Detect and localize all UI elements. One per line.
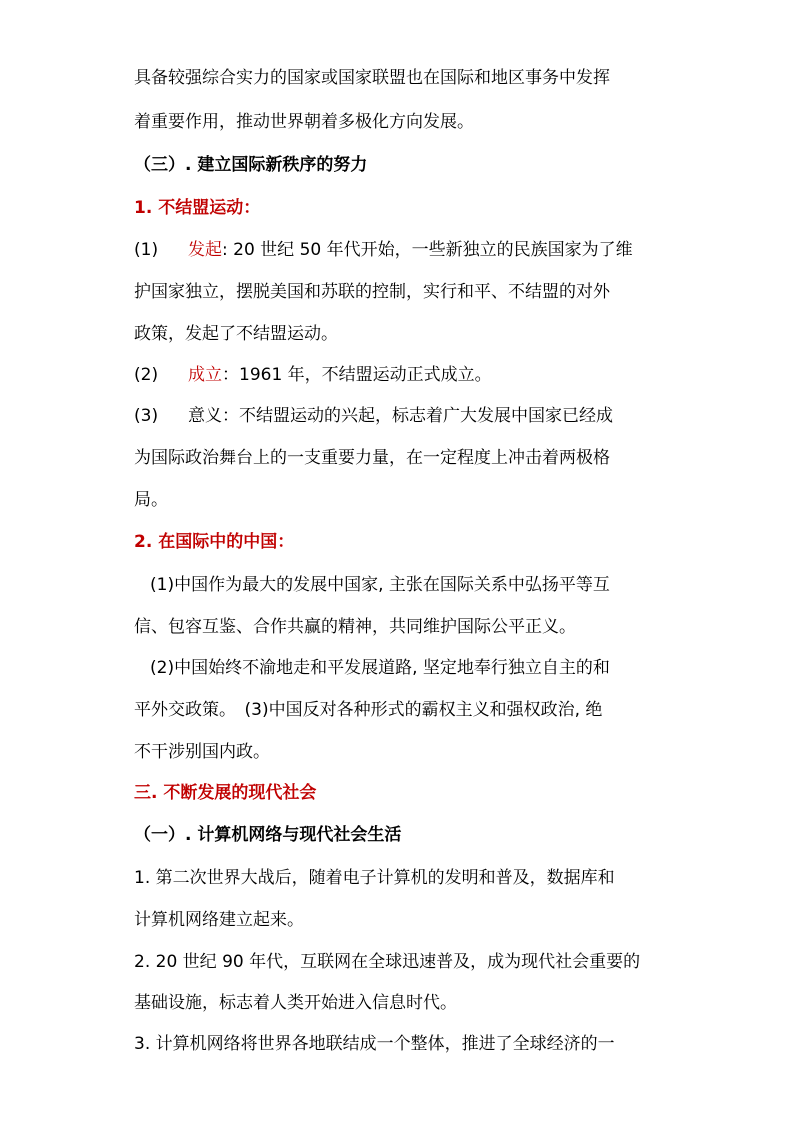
paragraph-line: (2)中国始终不渝地走和平发展道路, 坚定地奉行独立自主的和 — [150, 658, 610, 678]
paragraph-line: 3. 计算机网络将世界各地联结成一个整体，推进了全球经济的一 — [134, 1034, 615, 1054]
paragraph-line: 护国家独立，摆脱美国和苏联的控制，实行和平、不结盟的对外 — [134, 282, 610, 302]
list-item — [134, 238, 674, 262]
section-heading: （三）. 建立国际新秩序的努力 — [134, 155, 368, 175]
paragraph-line: 平外交政策。 (3)中国反对各种形式的霸权主义和强权政治, 绝 — [134, 700, 603, 720]
subsection-heading: 1. 不结盟运动： — [134, 198, 261, 218]
list-number: (3) — [134, 406, 159, 426]
list-text: ：1961 年，不结盟运动正式成立。 — [222, 365, 492, 385]
paragraph-line: 2. 20 世纪 90 年代，互联网在全球迅速普及，成为现代社会重要的 — [134, 952, 641, 972]
paragraph-line: 具备较强综合实力的国家或国家联盟也在国际和地区事务中发挥 — [134, 68, 610, 88]
keyword: 成立 — [188, 365, 222, 385]
paragraph-line: (1)中国作为最大的发展中国家, 主张在国际关系中弘扬平等互 — [150, 575, 610, 595]
list-item — [134, 363, 674, 387]
list-text: : 20 世纪 50 年代开始，一些新独立的民族国家为了维 — [222, 240, 633, 260]
paragraph-line: 基础设施，标志着人类开始进入信息时代。 — [134, 993, 457, 1013]
paragraph-line: 政策，发起了不结盟运动。 — [134, 324, 338, 344]
paragraph-line: 信、包容互鉴、合作共赢的精神，共同维护国际公平正义。 — [134, 617, 576, 637]
list-text: 意义：不结盟运动的兴起，标志着广大发展中国家已经成 — [188, 406, 613, 426]
part-heading: 三. 不断发展的现代社会 — [134, 783, 317, 803]
paragraph-line: 着重要作用，推动世界朝着多极化方向发展。 — [134, 112, 474, 132]
section-heading: （一）. 计算机网络与现代社会生活 — [134, 825, 402, 845]
list-number: (2) — [134, 365, 159, 385]
subsection-heading: 2. 在国际中的中国： — [134, 532, 295, 552]
paragraph-line: 为国际政治舞台上的一支重要力量，在一定程度上冲击着两极格 — [134, 448, 610, 468]
keyword: 发起 — [188, 240, 222, 260]
list-number: (1) — [134, 240, 159, 260]
paragraph-line: 1. 第二次世界大战后，随着电子计算机的发明和普及，数据库和 — [134, 868, 615, 888]
paragraph-line: 局。 — [134, 490, 168, 510]
list-item — [134, 404, 674, 428]
paragraph-line: 计算机网络建立起来。 — [134, 910, 304, 930]
paragraph-line: 不干涉别国内政。 — [134, 742, 270, 762]
